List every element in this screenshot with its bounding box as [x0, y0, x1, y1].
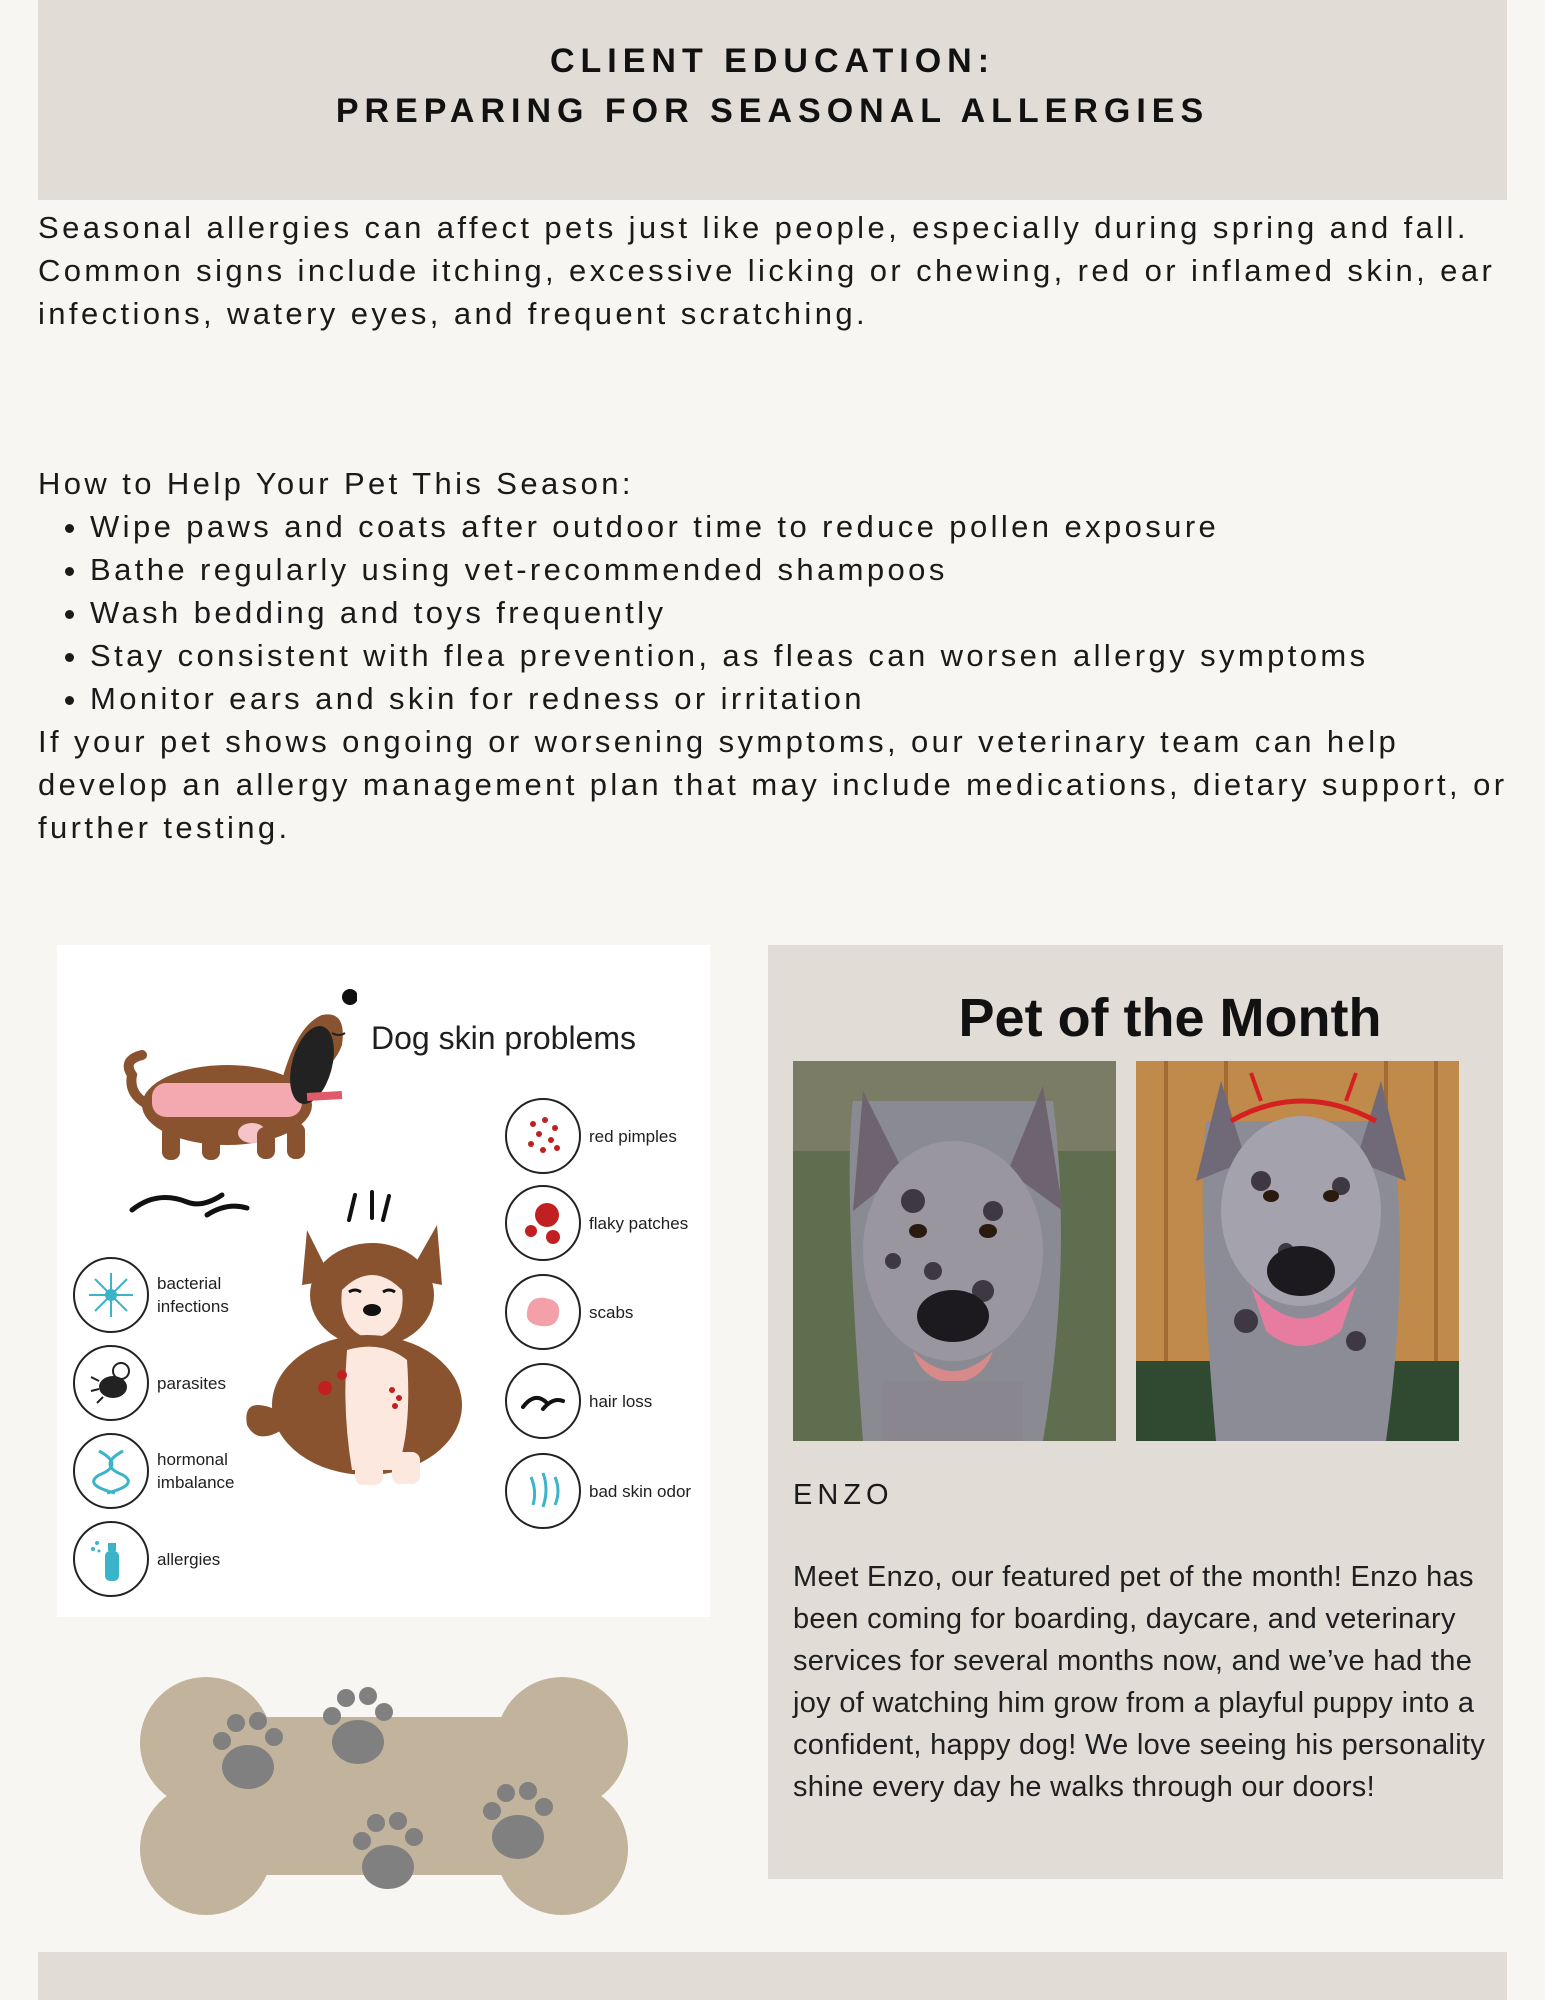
condition-label: hormonal imbalance: [157, 1450, 235, 1492]
odor-icon: [505, 1453, 581, 1529]
condition-label: flaky patches: [589, 1213, 689, 1233]
condition-label: scabs: [589, 1302, 634, 1322]
tip-item: • Bathe regularly using vet-recommended shampoos: [90, 548, 1508, 591]
scabs-icon: [505, 1274, 581, 1350]
condition-label: parasites: [157, 1373, 226, 1393]
intro-paragraph: Seasonal allergies can affect pets just like people, especially during spring and fall. Common signs include itching, excessive licking or chewing, red or inflamed skin, ear infections, watery eyes, and frequent scratching.: [38, 210, 1496, 331]
condition-bad-skin-odor: [505, 1453, 691, 1529]
condition-parasites: [73, 1345, 226, 1421]
pet-of-month-title: Pet of the Month: [958, 988, 1382, 1048]
closing-paragraph: If your pet shows ongoing or worsening symptoms, our veterinary team can help develop an allergy management plan that may include medications, dietary support, or further testing.: [38, 724, 1508, 845]
tick-icon: [73, 1345, 149, 1421]
dachshund-illustration: [107, 965, 357, 1165]
help-heading: How to Help Your Pet This Season:: [38, 466, 634, 501]
condition-bacterial-infections: [73, 1257, 247, 1333]
pet-name: ENZO: [793, 1479, 894, 1511]
bacteria-icon: [73, 1257, 149, 1333]
flaky-patches-icon: [505, 1185, 581, 1261]
red-pimples-icon: [505, 1098, 581, 1174]
condition-allergies: [73, 1521, 220, 1597]
help-section: [38, 462, 1508, 849]
condition-label: red pimples: [589, 1126, 677, 1146]
condition-hormonal-imbalance: [73, 1433, 247, 1509]
tip-item: • Wipe paws and coats after outdoor time to reduce pollen exposure: [90, 505, 1508, 548]
title-line-2: PREPARING FOR SEASONAL ALLERGIES: [335, 92, 1210, 130]
tip-item: • Wash bedding and toys frequently: [90, 591, 1508, 634]
infographic-title: Dog skin problems: [371, 1020, 636, 1056]
tip-item: • Stay consistent with flea prevention, as fleas can worsen allergy symptoms: [90, 634, 1508, 677]
enzo-photo-2: [1136, 1061, 1459, 1441]
footer-band: [38, 1952, 1507, 2000]
condition-flaky-patches: [505, 1185, 688, 1261]
header-band: [38, 0, 1507, 200]
corgi-illustration: [237, 1190, 487, 1490]
dna-icon: [73, 1433, 149, 1509]
skin-problems-infographic: [57, 945, 710, 1617]
condition-label: allergies: [157, 1549, 221, 1569]
condition-label: hair loss: [589, 1391, 653, 1411]
condition-hair-loss: [505, 1363, 652, 1439]
condition-red-pimples: [505, 1098, 677, 1174]
bone-paws-illustration: [138, 1675, 630, 1917]
title-line-1: CLIENT EDUCATION:: [549, 42, 996, 80]
hair-loss-icon: [505, 1363, 581, 1439]
condition-label: bad skin odor: [589, 1481, 692, 1501]
pet-description: Meet Enzo, our featured pet of the month! Enzo has been coming for boarding, daycare, and veterinary services for several months now, and we’ve had the joy of watching him grow from a playful puppy into a confident, happy dog! We love seeing his personality shine every day he walks through our doors!: [793, 1561, 1486, 1803]
tips-list: [38, 505, 1508, 720]
condition-label: bacterial infections: [157, 1274, 229, 1316]
pet-of-month-panel: [768, 945, 1503, 1879]
condition-scabs: [505, 1274, 633, 1350]
enzo-photo-1: [793, 1061, 1116, 1441]
tip-item: • Monitor ears and skin for redness or irritation: [90, 677, 1508, 720]
spray-bottle-icon: [73, 1521, 149, 1597]
page-title: [38, 36, 1507, 136]
